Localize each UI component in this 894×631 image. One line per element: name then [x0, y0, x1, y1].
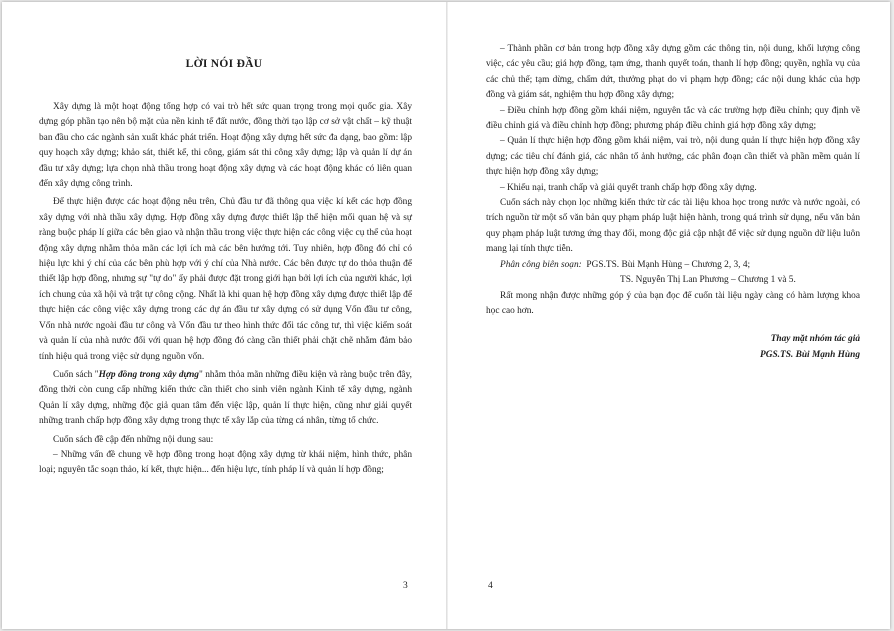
list-item-adjustment: – Điều chỉnh hợp đồng gồm khái niệm, nguyên tắc và các trường hợp điều chỉnh; quy định về điều chỉnh giá và điều chỉnh hợp đồng; phương pháp điều chỉnh giá hợp đồng xây dựng;	[486, 105, 860, 132]
paragraph-thanks: Rất mong nhận được những góp ý của bạn đọc để cuốn tài liệu ngày càng có hàm lượng khoa học cao hơn.	[486, 290, 860, 316]
page-number: 3	[403, 581, 408, 591]
page-number: 4	[488, 581, 493, 591]
page-title: LỜI NÓI ĐẦU	[185, 58, 263, 70]
list-item-general-issues: – Những vấn đề chung về hợp đồng trong hoạt động xây dựng từ khái niệm, hình thức, phân loại; nguyên tắc soạn thảo, kí kết, thực hiện... đến hiệu lực, tính pháp lí và quản lí hợp đồng;	[39, 449, 412, 476]
book-title-emphasis: Hợp đồng trong xây dựng	[98, 369, 199, 380]
left-text-column	[39, 100, 412, 479]
right-text-column	[486, 42, 860, 363]
assignment-label: Phân công biên soạn:	[500, 259, 582, 270]
book-spread	[2, 2, 890, 629]
paragraph-contracts: Để thực hiện được các hoạt động nêu trên, Chủ đầu tư đã thông qua việc kí kết các hợp đồng xây dựng với nhà thầu xây dựng. Hợp đồng xây dựng được thiết lập thể hiện mối quan hệ và sự ràng buộc pháp lí giữa các bên giao và nhận thầu trong việc thực hiện các công việc cụ thể của hoạt động xây dựng nhằm thỏa mãn các lợi ích mà các bên hướng tới. Tuy nhiên, hợp đồng đó chỉ có hiệu lực khi ý chí của các bên phù hợp với ý chí của Nhà nước. Các bên được tự do thỏa thuận để thiết lập hợp đồng, nhưng sự "tự do" ấy phải được đặt trong giới hạn bởi lợi ích của người khác, lợi ích chung của xã hội và trật tự công cộng. Nhất là khi quan hệ hợp đồng xây dựng được thiết lập để thực hiện các công việc xây dựng trong các dự án đầu tư xây dựng có sử dụng Vốn đầu tư công, Vốn nhà nước ngoài đầu tư công và Vốn đầu tư theo hình thức đối tác công tư, thì việc kiểm soát và quản lí của nhà nước đối với quan hệ hợp đồng đó càng cần thiết phải chặt chẽ nhằm đảm bảo tính hiệu quả trong việc sử dụng nguồn vốn.	[39, 197, 412, 362]
list-item-disputes: – Khiếu nại, tranh chấp và giải quyết tranh chấp hợp đồng xây dựng.	[500, 182, 757, 193]
paragraph-intro: Xây dựng là một hoạt động tổng hợp có vai trò hết sức quan trọng trong mọi quốc gia. Xây dựng góp phần tạo nên bộ mặt của nền kinh tế đất nước, đồng thời tạo lập cơ sở vật chất – kỹ thuật ban đầu cho các ngành sản xuất khác phát triển. Hoạt động xây dựng hết sức đa dạng, bao gồm: lập quy hoạch xây dựng; khảo sát, thiết kế, thi công, giám sát thi công xây dựng; lập và quản lí dự án đầu tư xây dựng; lựa chọn nhà thầu trong hoạt động xây dựng và các hoạt động khác có liên quan đến xây dựng công trình.	[39, 102, 412, 190]
assignment-line-2: TS. Nguyễn Thị Lan Phương – Chương 1 và 5.	[620, 275, 796, 286]
paragraph-contents-intro: Cuốn sách đề cập đến những nội dung sau:	[53, 434, 214, 445]
left-page	[2, 2, 446, 629]
signature-name: PGS.TS. Bùi Mạnh Hùng	[760, 349, 860, 360]
author-assignment	[486, 258, 860, 273]
signature-on-behalf: Thay mặt nhóm tác giả	[770, 334, 860, 345]
paragraph-sources: Cuốn sách này chọn lọc những kiến thức từ các tài liệu khoa học trong nước và nước ngoài, có trích nguồn từ một số văn bản quy phạm pháp luật hiện hành, trong quá trình sử dụng, nếu văn bản quy phạm pháp luật tương ứng thay đổi, mong độc giả cập nhật để việc sử dụng nguồn dữ liệu luôn mang lại tính thực tiễn.	[486, 198, 860, 255]
book-quote-open: Cuốn sách "	[53, 369, 99, 380]
right-page	[448, 2, 890, 629]
book-purpose-rest: " nhằm thỏa mãn những điều kiện và ràng buộc trên đây, đồng thời còn cung cấp những kiến thức cần thiết cho sinh viên ngành Kinh tế xây dựng, ngành Quản lí xây dựng, những độc giả quan tâm đến việc lập, quản lí thực hiện, cũng như giải quyết những tranh chấp hợp đồng xây dựng trong thực tế xây lắp của từng cá nhân, từng tổ chức.	[39, 369, 412, 427]
list-item-components: – Thành phần cơ bản trong hợp đồng xây dựng gồm các thông tin, nội dung, khối lượng công việc, các yêu cầu; giá hợp đồng, tạm ứng, thanh quyết toán, thanh lí hợp đồng; quyền, nghĩa vụ của các chủ thể; tạm dừng, chấm dứt, thưởng phạt do vi phạm hợp đồng; các nội dung khác của hợp đồng và giám sát, nghiệm thu hợp đồng xây dựng;	[486, 44, 860, 101]
list-item-management: – Quản lí thực hiện hợp đồng gồm khái niệm, vai trò, nội dung quản lí thực hiện hợp đồng xây dựng; các tiêu chí đánh giá, các nhân tố ảnh hưởng, các phân đoạn cần thiết và phần mềm quản lí thực hiện hợp đồng xây dựng;	[486, 136, 860, 178]
assignment-line-1: PGS.TS. Bùi Mạnh Hùng – Chương 2, 3, 4;	[586, 259, 751, 270]
paragraph-book-purpose	[39, 368, 412, 430]
